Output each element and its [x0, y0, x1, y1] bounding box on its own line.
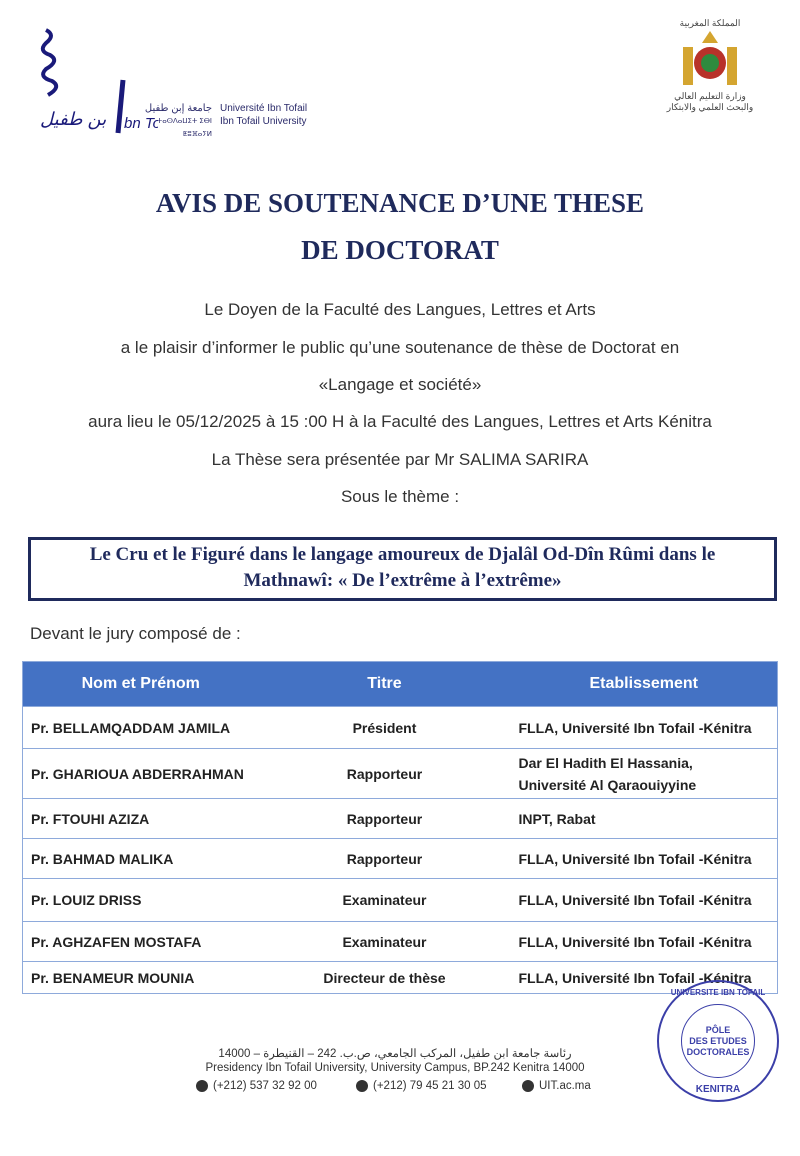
- logo-french-name: Université Ibn Tofail: [220, 103, 308, 114]
- body-line: aura lieu le 05/12/2025 à 15 :00 H à la Faculté des Langues, Lettres et Arts Kénitra: [88, 412, 712, 431]
- stamp-ring-text: UNIVERSITE IBN TOFAIL: [670, 988, 766, 997]
- jury-name: Pr. GHARIOUA ABDERRAHMAN: [23, 749, 259, 799]
- jury-title: Rapporteur: [259, 839, 511, 879]
- ibn-tofail-logo-icon: [38, 25, 158, 135]
- title-line2: DE DOCTORAT: [301, 235, 499, 265]
- jury-name: Pr. BENAMEUR MOUNIA: [23, 962, 259, 994]
- table-header-row: [23, 662, 778, 707]
- table-row: [23, 749, 778, 799]
- stamp-bottom-text: KENITRA: [695, 1084, 741, 1095]
- royal-crest: [660, 18, 760, 133]
- logo-tifinagh-name: ⵜⴰⵙⴷⴰⵡⵉⵜ ⵉⴱⵏ ⵟⵓⴼⴰⵢⵍ: [156, 118, 212, 138]
- jury-name: Pr. FTOUHI AZIZA: [23, 799, 259, 839]
- body-line: La Thèse sera présentée par Mr SALIMA SARIRA: [211, 450, 589, 469]
- header-title: Titre: [259, 662, 511, 707]
- jury-title: Examinateur: [259, 879, 511, 922]
- footer-address: Presidency Ibn Tofail University, University Campus, BP.242 Kenitra 14000: [205, 1062, 585, 1074]
- jury-institution: FLLA, Université Ibn Tofail -Kénitra: [511, 839, 778, 879]
- table-row: [23, 839, 778, 879]
- header-name: Nom et Prénom: [23, 662, 259, 707]
- jury-name: Pr. BAHMAD MALIKA: [23, 839, 259, 879]
- body-line: «Langage et société»: [318, 375, 482, 394]
- jury-table: [22, 661, 778, 994]
- jury-title: Examinateur: [259, 922, 511, 962]
- body-line: a le plaisir d’informer le public qu’une soutenance de thèse de Doctorat en: [120, 338, 680, 357]
- table-row: [23, 879, 778, 922]
- fax-icon: [356, 1080, 368, 1092]
- coat-of-arms-icon: [680, 29, 740, 89]
- jury-title: Directeur de thèse: [259, 962, 511, 994]
- jury-name: Pr. LOUIZ DRISS: [23, 879, 259, 922]
- doctoral-studies-stamp: [657, 980, 779, 1102]
- title-line1: AVIS DE SOUTENANCE D’UNE THESE: [155, 188, 645, 218]
- logo-english-name: Ibn Tofail University: [220, 116, 307, 127]
- footer-arabic-address: رئاسة جامعة ابن طفيل، المركب الجامعي، ص.ب. 242 – القنيطرة – 14000: [218, 1048, 572, 1060]
- stamp-inner-text: PÔLE: [705, 1024, 731, 1035]
- jury-title: Président: [259, 707, 511, 749]
- body-line: Sous le thème :: [340, 487, 460, 506]
- svg-text:bn Tofail: bn T: [124, 115, 153, 132]
- jury-title: Rapporteur: [259, 749, 511, 799]
- footer-fax: (+212) 79 45 21 30 05: [373, 1080, 487, 1092]
- theme-line2: Mathnawî: « De l’extrême à l’extrême»: [243, 570, 562, 591]
- theme-line1: Le Cru et le Figuré dans le langage amoureux de Djalâl Od-Dîn Rûmi dans le: [89, 544, 716, 565]
- svg-text:بن طفيل: بن طفيل: [40, 109, 107, 129]
- jury-label: Devant le jury composé de :: [30, 624, 241, 643]
- logo-arabic-name: جامعة إبن طفيل: [144, 103, 212, 114]
- footer-phone: (+212) 537 32 92 00: [213, 1080, 317, 1092]
- crest-ministry-line2: والبحث العلمي والابتكار: [666, 102, 754, 112]
- jury-institution: FLLA, Université Ibn Tofail -Kénitra: [511, 962, 778, 994]
- table-row: [23, 799, 778, 839]
- jury-institution: FLLA, Université Ibn Tofail -Kénitra: [511, 707, 778, 749]
- crest-top-text: المملكة المغربية: [679, 18, 741, 28]
- globe-icon: [522, 1080, 534, 1092]
- thesis-theme-box: [28, 537, 777, 601]
- jury-name: Pr. AGHZAFEN MOSTAFA: [23, 922, 259, 962]
- crest-ministry-line1: وزارة التعليم العالي: [674, 91, 746, 101]
- jury-institution: Dar El Hadith El Hassania, Université Al Qaraouiyyine: [511, 749, 778, 799]
- table-row: [23, 707, 778, 749]
- jury-institution: FLLA, Université Ibn Tofail -Kénitra: [511, 879, 778, 922]
- jury-institution: FLLA, Université Ibn Tofail -Kénitra: [511, 922, 778, 962]
- jury-title: Rapporteur: [259, 799, 511, 839]
- phone-icon: [196, 1080, 208, 1092]
- stamp-inner-text: DOCTORALES: [686, 1046, 750, 1057]
- table-row: [23, 922, 778, 962]
- jury-institution: INPT, Rabat: [511, 799, 778, 839]
- stamp-inner-text: DES ETUDES: [689, 1035, 747, 1046]
- header-institution: Etablissement: [511, 662, 778, 707]
- body-line: Le Doyen de la Faculté des Langues, Lettres et Arts: [204, 300, 596, 319]
- jury-name: Pr. BELLAMQADDAM JAMILA: [23, 707, 259, 749]
- footer-website[interactable]: UIT.ac.ma: [539, 1080, 591, 1092]
